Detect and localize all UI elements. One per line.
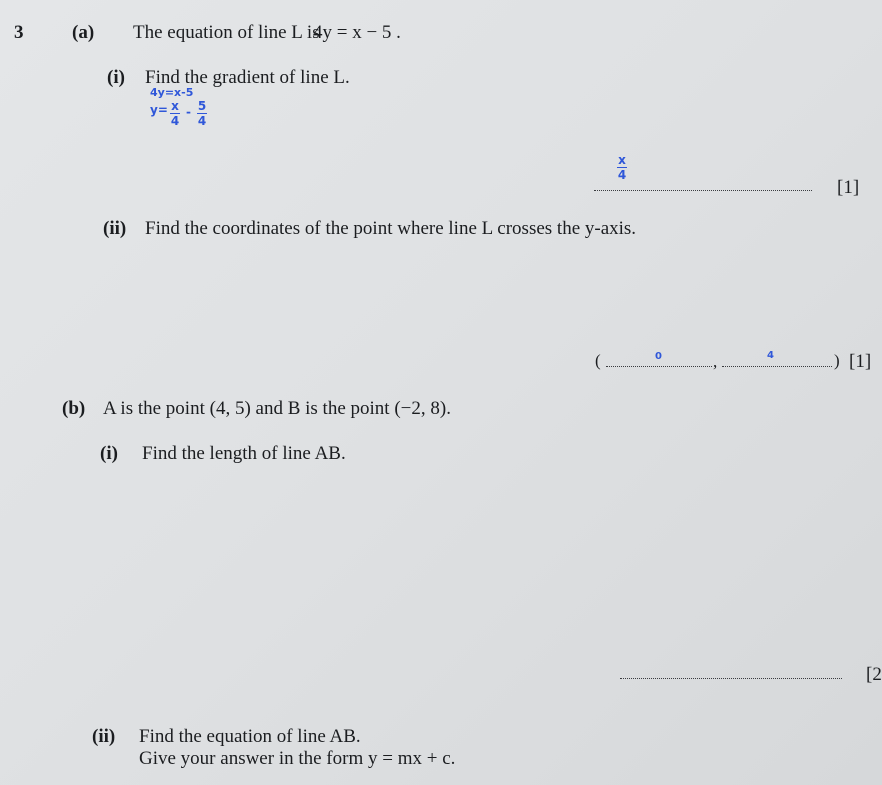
answer-line-a-i	[594, 190, 812, 191]
part-b-i-label: (i)	[100, 443, 118, 464]
working-line-1: 4y=x-5	[150, 86, 194, 99]
y-intercept-y: 4	[767, 350, 774, 361]
part-b-ii-label: (ii)	[92, 726, 116, 747]
coordinate-comma: ,	[713, 352, 718, 371]
answer-line-b-i	[620, 678, 842, 679]
working-frac1-num: x	[171, 99, 179, 113]
working-fraction-2	[197, 100, 207, 127]
part-b-stem: A is the point (4, 5) and B is the point (−2, 8).	[103, 398, 451, 419]
part-a-stem: The equation of line L is	[133, 22, 320, 43]
part-b-label: (b)	[62, 398, 86, 419]
marks-b-i: [2	[866, 664, 882, 685]
close-paren: )	[834, 351, 840, 370]
line-l-equation: 4y = x − 5 .	[313, 22, 401, 43]
working-fraction-1	[170, 100, 180, 127]
working-frac1-den: 4	[170, 114, 180, 128]
gradient-answer-den: 4	[617, 168, 627, 182]
open-paren: (	[595, 351, 601, 370]
working-frac2-den: 4	[197, 114, 207, 128]
marks-a-ii: [1]	[849, 351, 872, 372]
part-b-ii-prompt-2: Give your answer in the form y = mx + c.	[139, 748, 456, 769]
working-line-2-prefix: y=	[150, 103, 168, 117]
answer-line-y	[722, 366, 832, 367]
working-frac2-num: 5	[197, 99, 207, 113]
gradient-answer-num: x	[618, 153, 626, 167]
part-a-ii-prompt: Find the coordinates of the point where line L crosses the y-axis.	[145, 218, 637, 239]
y-intercept-x: 0	[655, 351, 662, 362]
part-a-i-label: (i)	[107, 67, 125, 88]
working-minus: -	[186, 105, 191, 119]
gradient-answer	[617, 154, 627, 181]
part-b-i-prompt: Find the length of line AB.	[142, 443, 346, 464]
answer-line-x	[606, 366, 712, 367]
part-a-label: (a)	[72, 22, 95, 43]
marks-a-i: [1]	[837, 177, 860, 198]
part-a-i-prompt: Find the gradient of line L.	[145, 67, 350, 88]
part-a-ii-label: (ii)	[103, 218, 127, 239]
part-b-ii-prompt: Find the equation of line AB.	[139, 726, 361, 747]
question-number: 3	[14, 22, 24, 43]
